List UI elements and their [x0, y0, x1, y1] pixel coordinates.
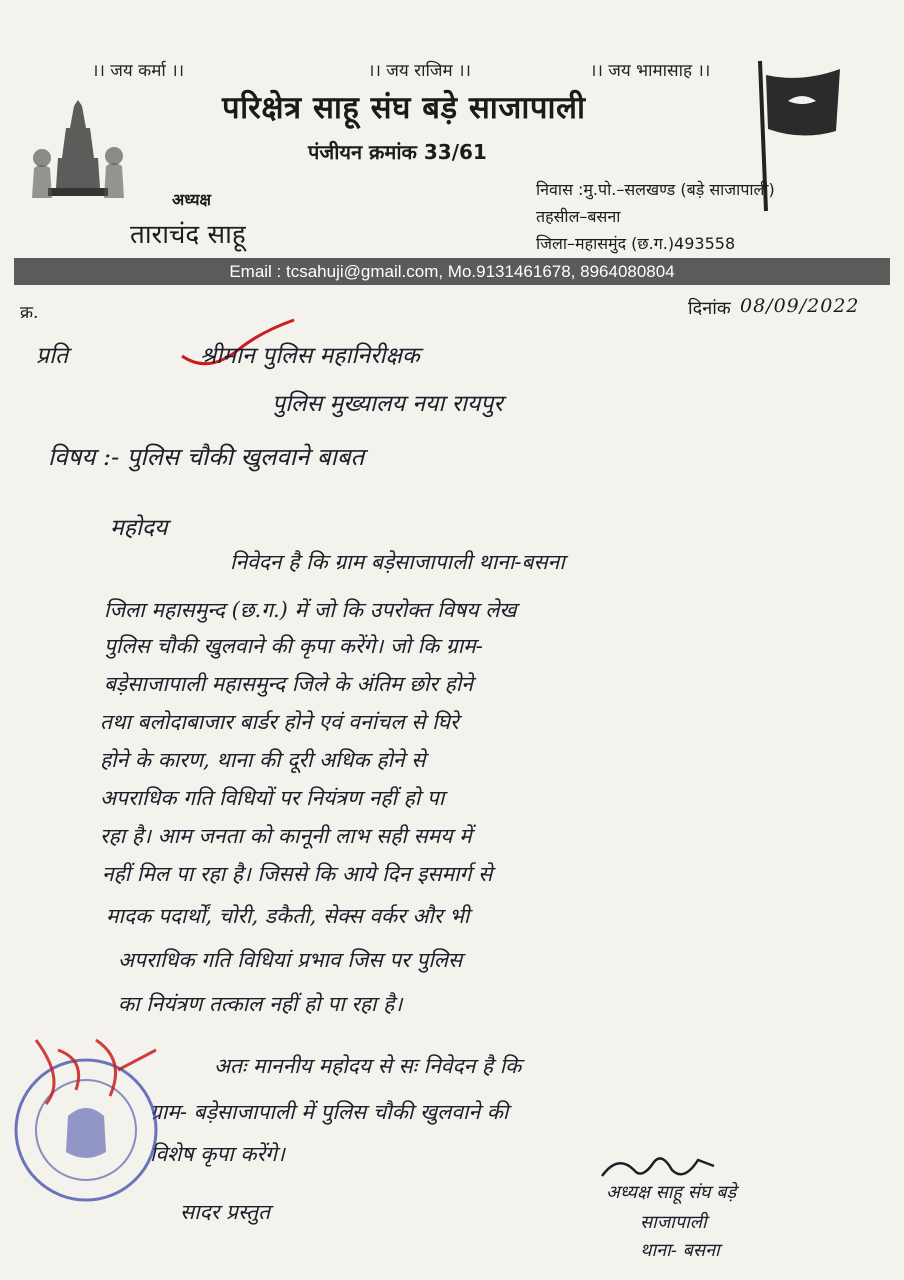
address-district: जिला–महासमुंद (छ.ग.)493558: [536, 234, 736, 253]
organization-title: परिक्षेत्र साहू संघ बड़े साजापाली: [222, 90, 586, 126]
police-stamp-icon: [6, 1020, 196, 1210]
contact-bar: Email : tcsahuji@gmail.com, Mo.9131461678, 8964080804: [14, 258, 890, 285]
signature-village-line: साजापाली: [640, 1212, 707, 1233]
address-tehsil: तहसील–बसना: [536, 207, 621, 226]
address-residence: निवास :मु.पो.–सलखण्ड (बड़े साजापाली): [536, 180, 775, 199]
recipient-line-2: पुलिस मुख्यालय नया रायपुर: [272, 391, 503, 417]
president-name: ताराचंद साहू: [130, 220, 246, 250]
slogan-bhamashah: ।। जय भामासाह ।।: [590, 61, 711, 81]
subject-line: विषय :- पुलिस चौकी खुलवाने बाबत: [48, 443, 365, 471]
temple-emblem-icon: [28, 98, 128, 208]
body-line: अपराधिक गति विधियों पर नियंत्रण नहीं हो पा: [100, 786, 445, 810]
sign-off: सादर प्रस्तुत: [180, 1200, 271, 1224]
body-line: बड़ेसाजापाली महासमुन्द जिले के अंतिम छोर होने: [104, 672, 473, 696]
slogan-karma: ।। जय कर्मा ।।: [92, 61, 185, 81]
to-label: प्रति: [36, 343, 69, 369]
recipient-line-1: श्रीमान पुलिस महानिरीक्षक: [200, 343, 420, 369]
president-label: अध्यक्ष: [172, 190, 211, 209]
signature-thana-line: थाना- बसना: [640, 1240, 720, 1261]
body-line: नहीं मिल पा रहा है। जिससे कि आये दिन इसमार्ग से: [102, 862, 493, 886]
closing-line: विशेष कृपा करेंगे।: [150, 1142, 285, 1166]
closing-line: ग्राम- बड़ेसाजापाली में पुलिस चौकी खुलवाने की: [150, 1100, 509, 1124]
body-line: जिला महासमुन्द (छ.ग.) में जो कि उपरोक्त विषय लेख: [104, 598, 517, 622]
signature-block: [588, 1148, 888, 1268]
registration-number: पंजीयन क्रमांक 33/61: [308, 140, 487, 164]
reference-label: क्र.: [20, 303, 39, 323]
body-line: रहा है। आम जनता को कानूनी लाभ सही समय में: [100, 824, 472, 848]
body-line: अपराधिक गति विधियां प्रभाव जिस पर पुलिस: [118, 948, 463, 972]
body-line: निवेदन है कि ग्राम बड़ेसाजापाली थाना-बसना: [230, 550, 565, 574]
body-line: पुलिस चौकी खुलवाने की कृपा करेंगे। जो कि ग्राम-: [104, 634, 483, 658]
slogan-rajim: ।। जय राजिम ।।: [368, 61, 471, 81]
body-line: का नियंत्रण तत्काल नहीं हो पा रहा है।: [118, 992, 403, 1016]
salutation: महोदय: [110, 515, 168, 541]
body-line: होने के कारण, थाना की दूरी अधिक होने से: [100, 748, 426, 772]
date-value: 08/09/2022: [740, 295, 860, 317]
closing-line: अतः माननीय महोदय से सः निवेदन है कि: [214, 1054, 522, 1078]
signature-title-line: अध्यक्ष साहू संघ बड़े: [606, 1182, 737, 1203]
body-line: तथा बलोदाबाजार बार्डर होने एवं वनांचल से घिरे: [100, 710, 459, 734]
body-line: मादक पदार्थों, चोरी, डकैती, सेक्स वर्कर और भी: [106, 904, 470, 928]
date-label: दिनांक: [688, 298, 731, 319]
